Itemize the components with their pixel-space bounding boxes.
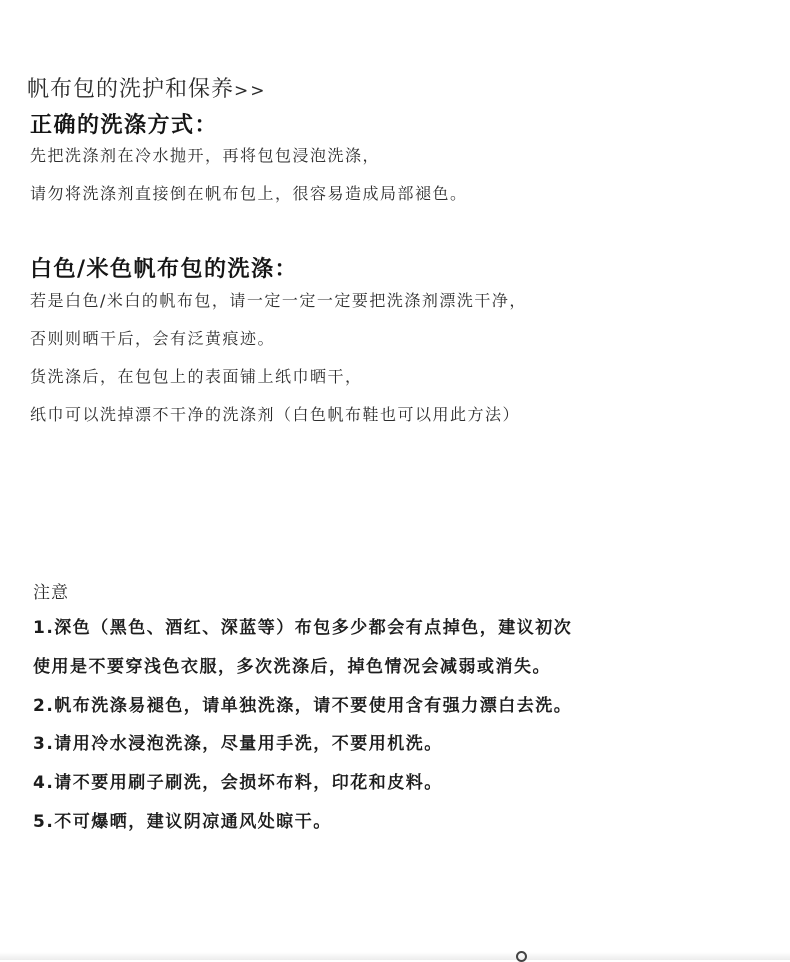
notice-item: 2.帆布洗涤易褪色，请单独洗涤，请不要使用含有强力漂白去洗。: [33, 695, 573, 716]
section-heading-washing-method: 正确的洗涤方式：: [30, 113, 219, 138]
text-line: 先把洗涤剂在冷水抛开，再将包包浸泡洗涤，: [30, 146, 381, 165]
notice-item: 5.不可爆晒，建议阴凉通风处晾干。: [33, 811, 332, 832]
text-line: 否则则晒干后，会有泛黄痕迹。: [30, 329, 276, 348]
double-arrow-marker: >>: [234, 81, 267, 101]
text-line: 纸巾可以洗掉漂不干净的洗涤剂（白色帆布鞋也可以用此方法）: [30, 405, 521, 424]
section-heading-white-bag-washing: 白色/米色帆布包的洗涤：: [30, 257, 299, 282]
notice-list: [33, 616, 572, 849]
page-title: [27, 72, 267, 103]
text-line: 货洗涤后，在包包上的表面铺上纸巾晒干，: [30, 367, 363, 386]
section-washing-method-text: [30, 145, 468, 221]
ring-decoration-icon: [516, 951, 527, 962]
section-white-bag-washing-text: [30, 290, 527, 442]
bottom-image-edge: [0, 952, 790, 960]
notice-item: 1.深色（黑色、酒红、深蓝等）布包多少都会有点掉色，建议初次: [33, 618, 573, 638]
notice-item: 使用是不要穿浅色衣服，多次洗涤后，掉色情况会减弱或消失。: [33, 656, 551, 677]
text-line: 请勿将洗涤剂直接倒在帆布包上，很容易造成局部褪色。: [30, 184, 468, 203]
notice-item: 3.请用冷水浸泡洗涤，尽量用手洗，不要用机洗。: [33, 734, 443, 755]
page-title-text: 帆布包的洗护和保养: [27, 77, 235, 102]
text-line: 若是白色/米白的帆布包，请一定一定一定要把洗涤剂漂洗干净，: [30, 291, 527, 310]
notice-item: 4.请不要用刷子刷洗，会损坏布料，印花和皮料。: [33, 773, 443, 794]
notice-title: 注意: [33, 583, 69, 603]
